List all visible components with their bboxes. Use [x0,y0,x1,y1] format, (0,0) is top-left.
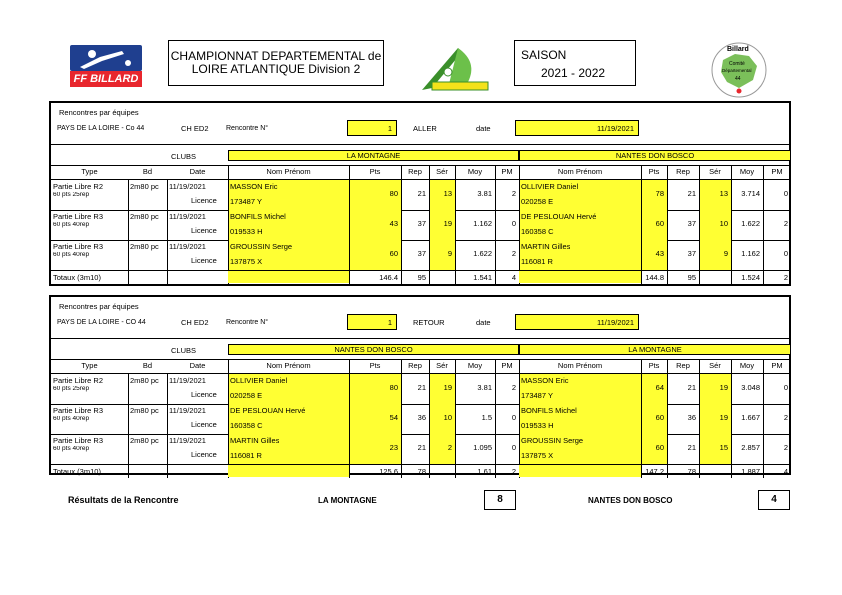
grid-column-line [641,359,642,478]
totals-right-rep: 95 [687,274,696,282]
left-player-name: OLLIVIER Daniel [230,377,288,385]
right-rep: 37 [687,250,696,258]
left-ser: 19 [443,384,452,392]
game-billard: 2m80 pc [130,213,159,221]
match-date: 11/19/2021 [597,319,634,327]
column-header-8: PM [501,362,513,370]
game-type: Partie Libre R2 [53,377,104,385]
game-type-detail: 60 pts 40rep [53,446,90,452]
leg-label: RETOUR [413,319,445,327]
right-player-licence: 173487 Y [521,392,553,400]
left-rep: 21 [417,384,426,392]
right-pm: 2 [783,414,788,422]
column-header-6: Sér [436,362,448,370]
right-player-licence: 020258 E [521,198,554,206]
column-header-6: Sér [436,168,448,176]
game-billard: 2m80 pc [130,243,159,251]
league-label: PAYS DE LA LOIRE - Co 44 [57,125,145,132]
column-header-3: Nom Prénom [266,362,311,370]
game-row [51,434,789,464]
totals-left-rep: 95 [417,274,426,282]
result-score-right: 4 [758,490,790,510]
right-ser: 19 [719,414,728,422]
championship-title-line1: CHAMPIONNAT DEPARTEMENTAL de [170,49,382,63]
team-right-name: NANTES DON BOSCO [615,152,695,160]
totals-right-pts: 144.8 [645,274,664,282]
billard-leaf-logo [418,42,496,94]
right-rep: 37 [687,220,696,228]
section-label: Rencontres par équipes [59,109,139,117]
section-label: Rencontres par équipes [59,303,139,311]
totals-left-pts: 146.4 [379,274,398,282]
grid-column-line [228,165,229,284]
totals-left-bg [228,271,349,283]
right-pm: 2 [783,444,788,452]
totals-left-moy: 1.61 [477,468,492,476]
right-pts: 64 [655,384,664,392]
game-type-detail: 60 pts 25rep [53,386,90,392]
game-billard: 2m80 pc [130,377,159,385]
right-pts: 60 [655,414,664,422]
left-ser: 2 [447,444,452,452]
left-pts: 43 [389,220,398,228]
right-moy: 1.667 [741,414,760,422]
game-row-divider [51,464,789,465]
game-date: 11/19/2021 [169,407,206,415]
left-rep: 37 [417,250,426,258]
grid-column-line [228,359,229,478]
left-player-name: BONFILS Michel [230,213,286,221]
game-row [51,240,789,270]
right-rep: 21 [687,444,696,452]
column-header-11: Rep [676,168,690,176]
leg-label: ALLER [413,125,437,133]
left-ser: 13 [443,190,452,198]
totals-left-pm: 4 [511,274,516,282]
totals-left-pts: 125.6 [379,468,398,476]
rencontre-number-field [347,314,397,330]
column-header-10: Pts [648,362,660,370]
column-header-2: Date [189,362,206,370]
column-header-7: Moy [467,168,483,176]
left-player-name: DE PESLOUAN Hervé [230,407,306,415]
info-divider [51,144,789,145]
game-date: 11/19/2021 [169,213,206,221]
left-pts: 54 [389,414,398,422]
clubs-label: CLUBS [171,153,197,161]
header-top-line [51,359,789,360]
game-type-detail: 60 pts 25rep [53,192,90,198]
season-box [514,40,636,86]
team-left-header [228,344,519,355]
right-ser: 10 [719,220,728,228]
game-billard: 2m80 pc [130,183,159,191]
rencontre-number: 1 [387,319,392,327]
column-header-5: Rep [408,362,422,370]
column-header-0: Type [81,362,98,370]
left-player-name: MARTIN Gilles [230,437,280,445]
left-player-licence: 116081 R [230,452,262,460]
totals-left-bg [228,465,349,477]
match-table-aller [49,101,791,286]
right-ser: 9 [723,250,728,258]
rencontre-number: 1 [387,125,392,133]
division-label: CH ED2 [181,319,209,327]
column-header-14: PM [771,362,783,370]
column-header-7: Moy [467,362,483,370]
right-player-licence: 116081 R [521,258,553,266]
right-player-name: OLLIVIER Daniel [521,183,579,191]
left-pts: 60 [389,250,398,258]
right-moy: 2.857 [741,444,760,452]
left-moy: 1.5 [481,414,492,422]
grid-column-line [455,359,456,478]
right-player-name: GROUSSIN Serge [521,437,584,445]
game-row [51,210,789,240]
ff-billard-logo-text: FF BILLARD [70,71,142,87]
season-value: 2021 - 2022 [541,66,606,80]
game-row [51,180,789,210]
totals-right-pts: 147.2 [645,468,664,476]
game-type: Partie Libre R3 [53,437,104,445]
match-date-field [515,314,639,330]
column-header-1: Bd [142,168,153,176]
right-player-name: BONFILS Michel [521,407,577,415]
grid-column-line [495,165,496,284]
column-header-11: Rep [676,362,690,370]
right-pts: 60 [655,444,664,452]
right-pm: 0 [783,250,788,258]
left-player-licence: 137875 X [230,258,263,266]
game-date: 11/19/2021 [169,437,206,445]
grid-column-line [667,359,668,478]
left-rep: 21 [417,444,426,452]
licence-label: Licence [191,257,217,265]
left-pts: 80 [389,190,398,198]
column-header-10: Pts [648,168,660,176]
grid-column-line [167,180,168,284]
left-ser: 9 [447,250,452,258]
licence-label: Licence [191,197,217,205]
game-type-detail: 60 pts 40rep [53,252,90,258]
right-ser: 15 [719,444,728,452]
grid-column-line [128,374,129,478]
licence-label: Licence [191,227,217,235]
team-right-header [519,344,791,355]
grid-column-line [519,165,520,284]
left-pm: 0 [511,444,516,452]
column-header-0: Type [81,168,98,176]
right-ser: 13 [719,190,728,198]
left-player-licence: 160358 C [230,422,263,430]
game-billard: 2m80 pc [130,407,159,415]
team-left-name: LA MONTAGNE [346,152,401,160]
grid-column-line [641,165,642,284]
league-label: PAYS DE LA LOIRE - CO 44 [57,319,146,326]
column-header-1: Bd [142,362,153,370]
rencontre-label: Rencontre N° [226,319,269,326]
right-rep: 21 [687,384,696,392]
grid-column-line [128,180,129,284]
game-type: Partie Libre R3 [53,407,104,415]
right-pts: 78 [655,190,664,198]
column-header-8: PM [501,168,513,176]
totals-right-pm: 4 [783,468,788,476]
right-player-licence: 019533 H [521,422,554,430]
column-header-4: Pts [369,168,381,176]
totals-right-bg [519,465,641,477]
left-rep: 36 [417,414,426,422]
left-player-name: GROUSSIN Serge [230,243,293,251]
column-header-4: Pts [369,362,381,370]
licence-label: Licence [191,451,217,459]
match-date-field [515,120,639,136]
licence-label: Licence [191,391,217,399]
grid-column-line [429,359,430,478]
game-billard: 2m80 pc [130,437,159,445]
info-divider [51,338,789,339]
team-left-header [228,150,519,161]
totals-label: Totaux (3m10) [53,274,101,282]
right-pts: 60 [655,220,664,228]
column-header-2: Date [189,168,206,176]
right-player-name: DE PESLOUAN Hervé [521,213,597,221]
ff-billard-logo [70,45,142,87]
game-type: Partie Libre R2 [53,183,104,191]
right-player-licence: 160358 C [521,228,554,236]
grid-column-line [763,359,764,478]
totals-left-rep: 78 [417,468,426,476]
right-ser: 19 [719,384,728,392]
result-label: Résultats de la Rencontre [68,495,179,505]
right-moy: 1.162 [741,250,760,258]
right-moy: 3.048 [741,384,760,392]
result-team-left: LA MONTAGNE [318,496,377,505]
left-moy: 3.81 [477,384,492,392]
right-rep: 36 [687,414,696,422]
left-moy: 3.81 [477,190,492,198]
totals-label: Totaux (3m10) [53,468,101,476]
match-table-retour [49,295,791,475]
totals-left-moy: 1.541 [473,274,492,282]
left-ser: 19 [443,220,452,228]
grid-column-line [731,359,732,478]
game-type: Partie Libre R3 [53,213,104,221]
game-type: Partie Libre R3 [53,243,104,251]
left-rep: 37 [417,220,426,228]
totals-right-rep: 78 [687,468,696,476]
header-top-line [51,165,789,166]
game-row [51,374,789,404]
right-player-name: MARTIN Gilles [521,243,571,251]
division-label: CH ED2 [181,125,209,133]
grid-column-line [519,359,520,478]
club-logo-sub-text: Départemental [722,68,752,73]
left-moy: 1.622 [473,250,492,258]
grid-column-line [349,359,350,478]
left-pts: 23 [389,444,398,452]
club-logo-mid-text: Comité [729,61,745,67]
licence-label: Licence [191,421,217,429]
column-header-13: Moy [739,168,755,176]
result-score-left: 8 [484,490,516,510]
match-date: 11/19/2021 [597,125,634,133]
column-header-3: Nom Prénom [266,168,311,176]
right-pts: 43 [655,250,664,258]
grid-column-line [455,165,456,284]
column-header-9: Nom Prénom [557,168,603,176]
grid-column-line [495,359,496,478]
left-pm: 2 [511,250,516,258]
totals-left-pm: 2 [511,468,516,476]
rencontre-number-field [347,120,397,136]
left-player-licence: 019533 H [230,228,263,236]
grid-column-line [699,359,700,478]
championship-title-line2: LOIRE ATLANTIQUE Division 2 [191,62,361,76]
right-player-licence: 137875 X [521,452,554,460]
club-logo-top-text: Billard [727,46,749,53]
left-pm: 2 [511,384,516,392]
left-moy: 1.095 [473,444,492,452]
right-moy: 3.714 [741,190,760,198]
grid-column-line [763,165,764,284]
left-player-licence: 173487 Y [230,198,262,206]
column-header-5: Rep [408,168,422,176]
totals-right-moy: 1.524 [741,274,760,282]
date-label: date [476,319,491,327]
right-moy: 1.622 [741,220,760,228]
game-type-detail: 60 pts 40rep [53,222,90,228]
clubs-label: CLUBS [171,347,197,355]
right-pm: 0 [783,190,788,198]
column-header-12: Sér [709,168,721,176]
game-date: 11/19/2021 [169,377,206,385]
left-pm: 2 [511,190,516,198]
column-header-9: Nom Prénom [557,362,603,370]
rencontre-label: Rencontre N° [226,125,269,132]
column-header-14: PM [771,168,783,176]
comite-departemental-logo [709,42,769,98]
grid-column-line [349,165,350,284]
right-pm: 2 [783,220,788,228]
totals-right-bg [519,271,641,283]
left-ser: 10 [443,414,452,422]
left-player-licence: 020258 E [230,392,263,400]
totals-right-pm: 2 [783,274,788,282]
grid-column-line [667,165,668,284]
grid-column-line [731,165,732,284]
grid-column-line [167,374,168,478]
right-rep: 21 [687,190,696,198]
team-right-name: LA MONTAGNE [628,346,682,354]
team-left-name: NANTES DON BOSCO [334,346,413,354]
left-pm: 0 [511,220,516,228]
ff-billard-logo-emblem [70,45,142,71]
date-label: date [476,125,491,133]
game-row-divider [51,270,789,271]
column-header-13: Moy [739,362,755,370]
game-type-detail: 60 pts 40rep [53,416,90,422]
grid-column-line [429,165,430,284]
left-pts: 80 [389,384,398,392]
grid-column-line [401,359,402,478]
grid-column-line [401,165,402,284]
game-row [51,404,789,434]
left-moy: 1.162 [473,220,492,228]
club-logo-num-text: 44 [735,76,741,82]
totals-right-moy: 1.887 [741,468,760,476]
season-label: SAISON [521,48,567,62]
column-header-12: Sér [709,362,721,370]
left-pm: 0 [511,414,516,422]
game-date: 11/19/2021 [169,183,206,191]
left-rep: 21 [417,190,426,198]
result-team-right: NANTES DON BOSCO [588,496,673,505]
right-pm: 0 [783,384,788,392]
left-player-name: MASSON Eric [230,183,278,191]
championship-title-box [168,40,384,86]
game-date: 11/19/2021 [169,243,206,251]
grid-column-line [699,165,700,284]
team-right-header [519,150,791,161]
right-player-name: MASSON Eric [521,377,569,385]
